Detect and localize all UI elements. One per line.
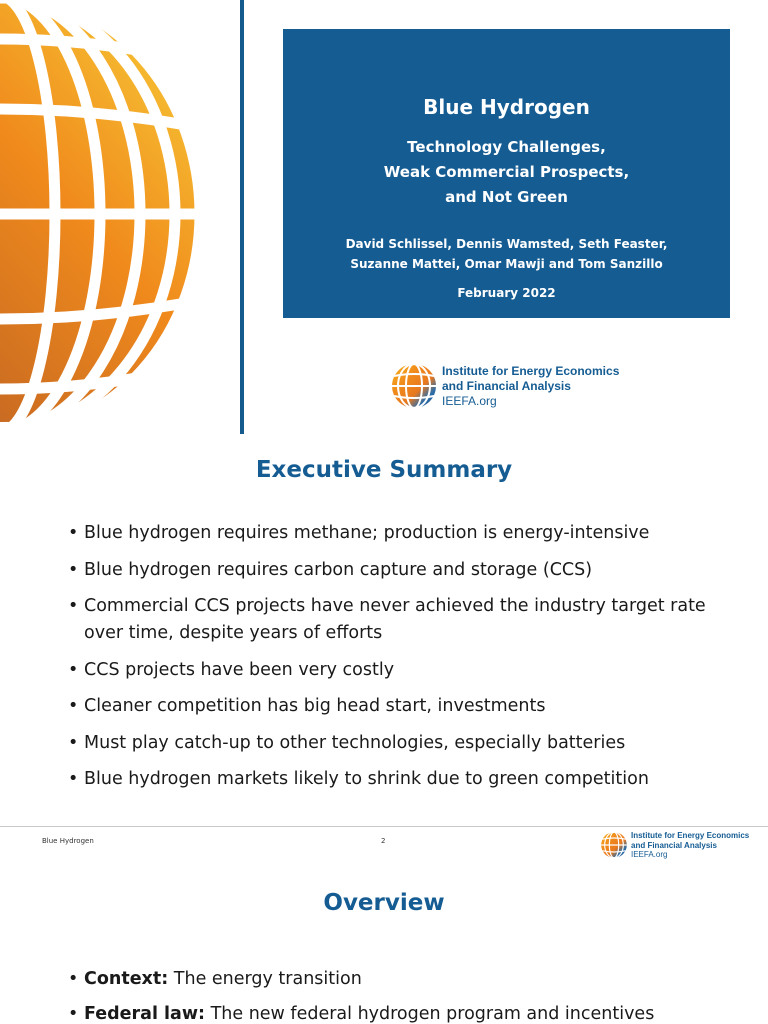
ieefa-globe-icon — [390, 362, 438, 410]
overview-bullet-list — [68, 966, 748, 1024]
bullet-item: • Blue hydrogen markets likely to shrink due to green competition — [68, 766, 728, 793]
ieefa-globe-icon — [600, 831, 628, 859]
ieefa-logo — [390, 362, 619, 410]
bullet-item: • Blue hydrogen requires carbon capture and storage (CCS) — [68, 557, 728, 584]
summary-bullet-list — [68, 520, 728, 803]
logo-line2: and Financial Analysis — [631, 840, 717, 850]
logo-line1: Institute for Energy Economics — [442, 363, 620, 378]
bullet-text: The new federal hydrogen program and incentives — [205, 1004, 655, 1024]
subtitle-line: Weak Commercial Prospects, — [383, 163, 630, 181]
bullet-item: • Blue hydrogen requires methane; production is energy-intensive — [68, 520, 728, 547]
title-box — [283, 29, 730, 318]
bullet-label: Context: — [84, 969, 169, 989]
logo-line1: Institute for Energy Economics — [631, 831, 750, 840]
bullet-text: The energy transition — [168, 969, 362, 989]
slide-title: Overview — [323, 890, 445, 916]
vertical-divider — [240, 0, 244, 434]
logo-line2: and Financial Analysis — [442, 378, 571, 393]
bullet-item: • Must play catch-up to other technologies, especially batteries — [68, 730, 728, 757]
title-slide — [0, 0, 768, 436]
ieefa-logo-text — [631, 831, 749, 860]
bullet-item — [68, 966, 748, 993]
authors-line: David Schlissel, Dennis Wamsted, Seth Feaster, — [345, 237, 668, 251]
slide-divider — [0, 826, 768, 827]
overview-slide — [0, 866, 768, 1024]
executive-summary-slide — [0, 436, 768, 828]
subtitle-line: Technology Challenges, — [407, 138, 606, 156]
authors-line: Suzanne Mattei, Omar Mawji and Tom Sanzillo — [350, 257, 663, 271]
report-subtitle — [283, 135, 730, 210]
authors — [283, 234, 730, 274]
bullet-item: • CCS projects have been very costly — [68, 657, 728, 684]
bullet-item — [68, 1001, 748, 1024]
report-date: February 2022 — [457, 286, 556, 300]
report-title: Blue Hydrogen — [423, 95, 590, 119]
footer-label: Blue Hydrogen — [42, 837, 94, 845]
page-number: 2 — [381, 837, 386, 845]
logo-url: IEEFA.org — [442, 393, 497, 408]
bullet-item: • Commercial CCS projects have never achieved the industry target rate over time, despite years of efforts — [68, 593, 728, 647]
slide-title: Executive Summary — [255, 457, 513, 483]
bullet-label: Federal law: — [84, 1004, 206, 1024]
ieefa-logo-text — [442, 364, 619, 409]
bullet-item: • Cleaner competition has big head start, investments — [68, 693, 728, 720]
ieefa-logo-footer — [600, 831, 749, 860]
logo-url: IEEFA.org — [631, 850, 668, 859]
subtitle-line: and Not Green — [445, 188, 568, 206]
globe-graphic — [0, 0, 200, 434]
